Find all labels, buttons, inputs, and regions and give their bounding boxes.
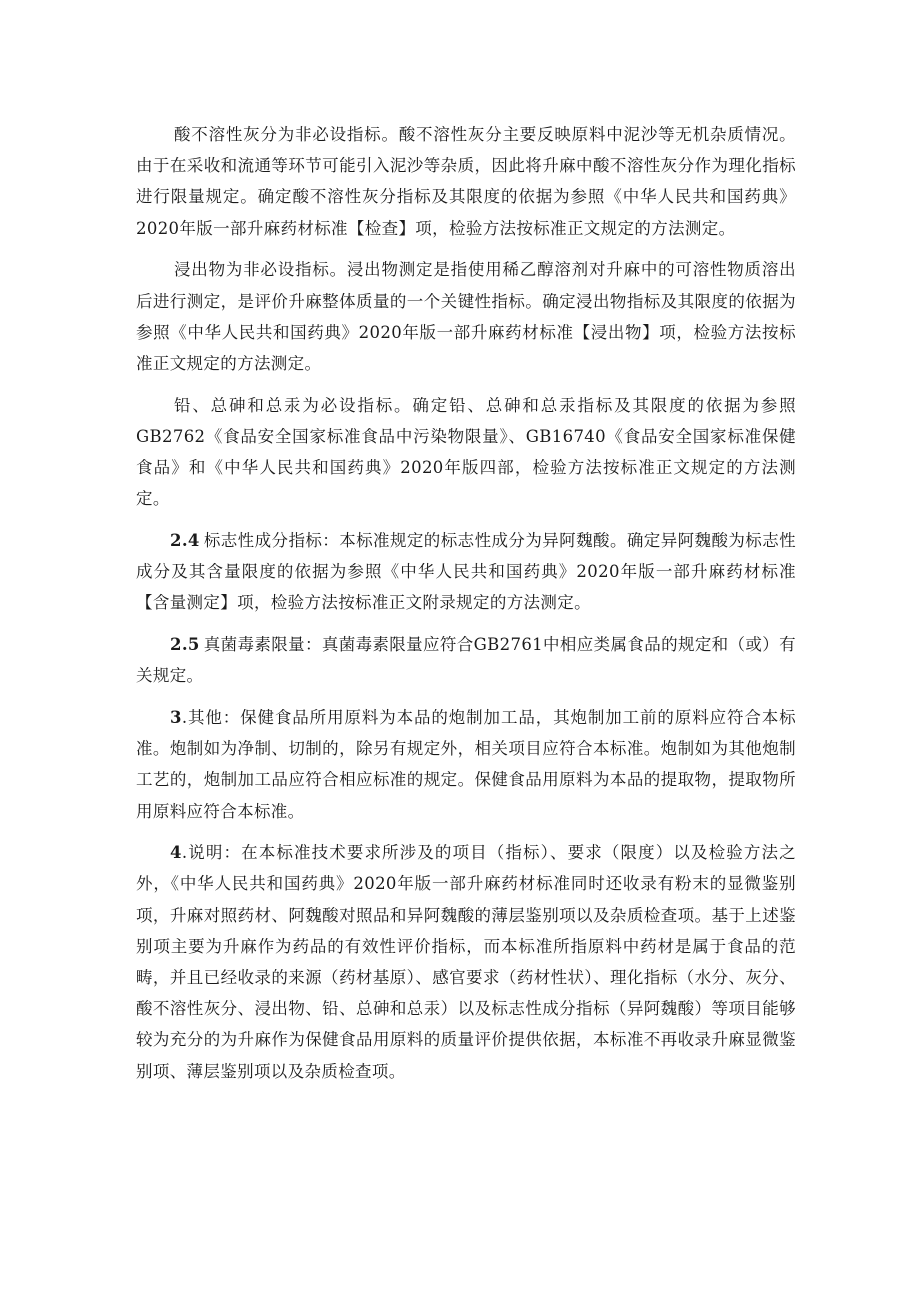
paragraph-mycotoxin <box>136 629 796 691</box>
paragraph-text: 铅、总砷和总汞为必设指标。确定铅、总砷和总汞指标及其限度的依据为参照GB2762《食品安全国家标准食品中污染物限量》、GB16740《食品安全国家标准保健食品》和《中华人民共和国药典》2020年版四部，检验方法按标准正文规定的方法测定。 <box>136 395 796 509</box>
paragraph-text: 标志性成分指标：本标准规定的标志性成分为异阿魏酸。确定异阿魏酸为标志性成分及其含量限度的依据为参照《中华人民共和国药典》2020年版一部升麻药材标准【含量测定】项，检验方法按标准正文附录规定的方法测定。 <box>136 530 796 613</box>
section-number-2-5: 2.5 <box>170 635 200 655</box>
section-number-4: 4 <box>170 843 182 863</box>
paragraph-text: 真菌毒素限量：真菌毒素限量应符合GB2761中相应类属食品的规定和（或）有关规定。 <box>136 635 796 686</box>
section-number-3: 3 <box>170 707 182 727</box>
paragraph-other <box>136 702 796 827</box>
paragraph-acid-insoluble-ash <box>136 119 796 244</box>
paragraph-text: 酸不溶性灰分为非必设指标。酸不溶性灰分主要反映原料中泥沙等无机杂质情况。由于在采收和流通等环节可能引入泥沙等杂质，因此将升麻中酸不溶性灰分作为理化指标进行限量规定。确定酸不溶性灰分指标及其限度的依据为参照《中华人民共和国药典》2020年版一部升麻药材标准【检查】项，检验方法按标准正文规定的方法测定。 <box>136 125 796 238</box>
paragraph-extract <box>136 254 796 379</box>
paragraph-text: 浸出物为非必设指标。浸出物测定是指使用稀乙醇溶剂对升麻中的可溶性物质溶出后进行测定，是评价升麻整体质量的一个关键性指标。确定浸出物指标及其限度的依据为参照《中华人民共和国药典》2020年版一部升麻药材标准【浸出物】项，检验方法按标准正文规定的方法测定。 <box>136 260 796 373</box>
document-body <box>136 119 796 1097</box>
paragraph-text: .其他：保健食品所用原料为本品的炮制加工品，其炮制加工前的原料应符合本标准。炮制如为净制、切制的，除另有规定外，相关项目应符合本标准。炮制如为其他炮制工艺的，炮制加工品应符合相应标准的规定。保健食品用原料为本品的提取物，提取物所用原料应符合本标准。 <box>136 707 796 821</box>
paragraph-marker-component <box>136 525 796 619</box>
paragraph-heavy-metals <box>136 390 796 515</box>
paragraph-text: .说明：在本标准技术要求所涉及的项目（指标）、要求（限度）以及检验方法之外，《中华人民共和国药典》2020年版一部升麻药材标准同时还收录有粉末的显微鉴别项，升麻对照药材、阿魏酸对照品和异阿魏酸的薄层鉴别项以及杂质检查项。基于上述鉴别项主要为升麻作为药品的有效性评价指标，而本标准所指原料中药材是属于食品的范畴，并且已经收录的来源（药材基原）、感官要求（药材性状）、理化指标（水分、灰分、酸不溶性灰分、浸出物、铅、总砷和总汞）以及标志性成分指标（异阿魏酸）等项目能够较为充分的为升麻作为保健食品用原料的质量评价提供依据，本标准不再收录升麻显微鉴别项、薄层鉴别项以及杂质检查项。 <box>136 843 796 1081</box>
section-number-2-4: 2.4 <box>170 530 200 550</box>
paragraph-explanation <box>136 837 796 1087</box>
